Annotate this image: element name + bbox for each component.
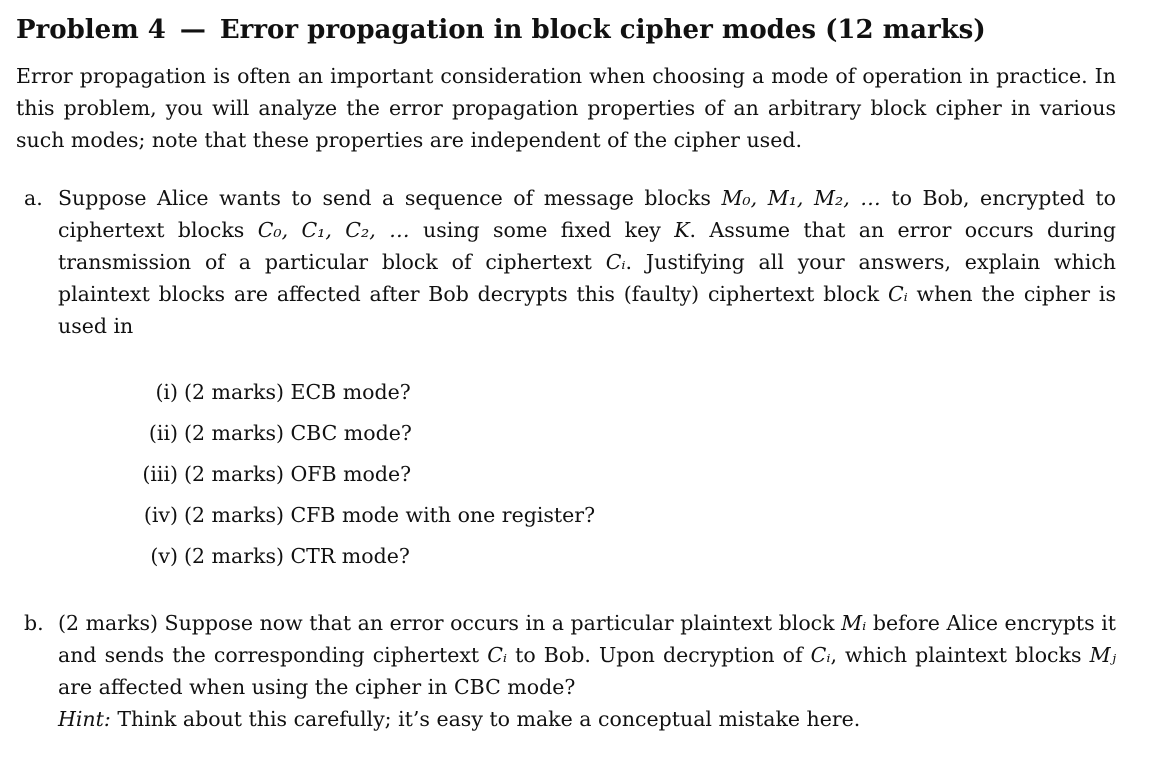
part-a: [16, 182, 1116, 577]
subitem-text: (2 marks) CTR mode?: [184, 544, 410, 568]
hint-label: Hint:: [58, 707, 111, 731]
subitem-number: (i): [155, 380, 178, 404]
math-ci-2: Cᵢ: [887, 282, 908, 306]
part-a-subitems: [58, 372, 1116, 577]
part-a-text-5: . Justifying all your answers, explain which plaintext blocks are affected after Bob decrypts this (faulty) ciphertext block: [58, 250, 1117, 306]
subitem-number: (iv): [143, 503, 178, 527]
part-b-question: [58, 607, 1116, 703]
part-b-text-3: to Bob. Upon decryption of: [507, 643, 811, 667]
part-b: [16, 607, 1116, 735]
subitem-ofb: [58, 454, 1116, 495]
math-ciphertext-blocks: C₀, C₁, C₂, …: [257, 218, 410, 242]
subitem-text: (2 marks) CBC mode?: [184, 421, 412, 445]
math-mj: Mⱼ: [1089, 643, 1116, 667]
title-dash: —: [179, 15, 206, 45]
part-b-text-2: before Alice encrypts it and sends the corresponding ciphertext: [58, 611, 1116, 667]
hint-text: Think about this carefully; it’s easy to make a conceptual mistake here.: [110, 707, 861, 731]
part-a-text-2: to Bob, encrypted to ciphertext blocks: [58, 186, 1117, 242]
math-ci: Cᵢ: [487, 643, 508, 667]
math-ci-2: Cᵢ: [810, 643, 831, 667]
subitem-number: (iii): [142, 462, 178, 486]
subitem-text: (2 marks) CFB mode with one register?: [184, 503, 596, 527]
subitem-text: (2 marks) OFB mode?: [184, 462, 412, 486]
part-b-text-4: , which plaintext blocks: [830, 643, 1090, 667]
problem-page: [16, 10, 1116, 735]
part-a-text-4: . Assume that an error occurs during transmission of a particular block of ciphertext: [58, 218, 1117, 274]
part-a-text-1: Suppose Alice wants to send a sequence of message blocks: [58, 186, 722, 210]
part-b-text-5: are affected when using the cipher in CBC mode?: [58, 675, 576, 699]
part-b-label: b.: [24, 611, 44, 635]
part-a-question: [58, 182, 1116, 342]
problem-title: Error propagation in block cipher modes (12 marks): [219, 15, 986, 45]
math-mi: Mᵢ: [841, 611, 867, 635]
part-b-text-1: (2 marks) Suppose now that an error occurs in a particular plaintext block: [58, 611, 842, 635]
subitem-cbc: [58, 413, 1116, 454]
subitem-ctr: [58, 536, 1116, 577]
subitem-number: (v): [150, 544, 178, 568]
subitem-text: (2 marks) ECB mode?: [184, 380, 411, 404]
subitem-cfb: [58, 495, 1116, 536]
intro-paragraph: Error propagation is often an important consideration when choosing a mode of operation in practice. In this problem, you will analyze the error propagation properties of an arbitrary block cipher in various such modes; note that these properties are independent of the cipher used.: [16, 64, 1116, 152]
subitem-number: (ii): [148, 421, 178, 445]
part-a-label: a.: [24, 186, 43, 210]
part-b-hint: [58, 703, 1116, 735]
subitem-ecb: [58, 372, 1116, 413]
math-ci: Cᵢ: [605, 250, 626, 274]
math-key: K: [674, 218, 690, 242]
part-a-text-6: when the cipher is used in: [58, 282, 1116, 338]
part-a-text-3: using some fixed key: [409, 218, 675, 242]
math-message-blocks: M₀, M₁, M₂, …: [721, 186, 881, 210]
problem-heading: [16, 10, 1116, 50]
problem-number: Problem 4: [16, 15, 166, 45]
